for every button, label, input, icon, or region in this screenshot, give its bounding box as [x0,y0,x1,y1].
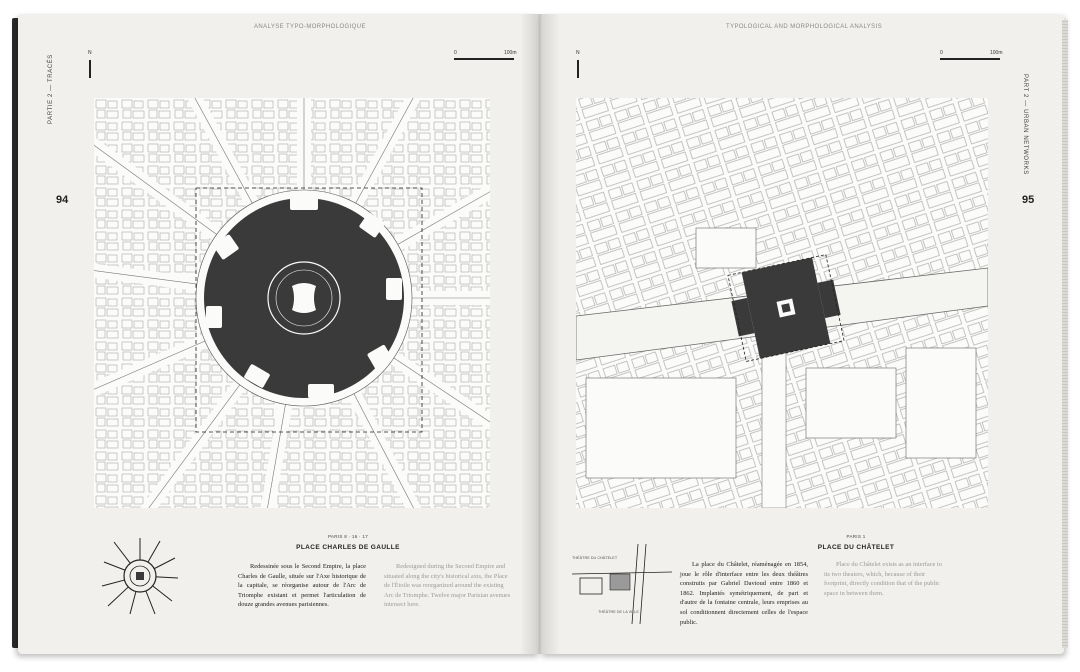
chatelet-mini-diagram [572,544,672,624]
map-place-du-chatelet [576,98,988,508]
right-vertical-label: PART 2 — URBAN NETWORKS [1022,74,1028,175]
right-north-label: N [576,50,580,56]
left-caption-ref: PARIS 8 · 16 · 17 [327,534,369,539]
mini-label-theatre-chatelet: THÉÂTRE DU CHÂTELET [572,556,618,560]
left-text-french: Redessinée sous le Second Empire, la place Charles de Gaulle, située sur l'Axe historique de la capitale, se réorganise autour de l'Arc de Triomphe existant et permet l'articulation de douze grandes avenues parisiennes. [238,563,366,609]
map-place-charles-de-gaulle [94,98,490,508]
book-page-edges [1062,20,1068,648]
right-caption-ref: PARIS 1 [846,534,866,539]
etoile-mini-diagram [100,536,180,616]
left-north-label: N [88,50,92,56]
book-spread [12,8,1070,660]
left-page-number: 94 [56,194,69,206]
right-page-number: 95 [1022,194,1035,206]
arc-de-triomphe [292,283,316,313]
right-scale-start: 0 [940,50,943,56]
right-north-arrow [576,50,586,80]
left-vertical-label: PARTIE 2 — TRACÉS [48,54,54,124]
left-scale-start: 0 [454,50,457,56]
left-caption-title: PLACE CHARLES DE GAULLE [296,544,400,551]
left-page [18,14,540,654]
left-north-arrow [88,50,98,80]
left-scale-bar [454,50,517,64]
right-scale-end: 100m [990,50,1003,56]
left-text-english: Redesigned during the Second Empire and situated along the city's historical axis, the Place de l'Étoile was reorganized around the existing Arc de Triomphe. Twelve major Parisian avenues intersect here. [384,563,511,609]
left-running-head: ANALYSE TYPO-MORPHOLOGIQUE [254,24,366,30]
right-running-head: TYPOLOGICAL AND MORPHOLOGICAL ANALYSIS [726,24,883,30]
right-text-french: La place du Châtelet, réaménagée en 1854, joue le rôle d'interface entre les deux théâtres construits par Gabriel Davioud entre 1860 et 1862. Implantés symétriquement, de part et d'autre de la fontaine centrale, leurs emprises au sol conditionnent directement celles de l'espace public. [680,561,808,626]
right-scale-bar [940,50,1003,64]
right-text-english: Place du Châtelet exists as an interface to its two theaters, which, because of their footprint, directly condition that of the public space in between them. [824,561,942,597]
left-scale-end: 100m [504,50,517,56]
right-page [540,14,1064,654]
mini-label-theatre-ville: THÉÂTRE DE LA VILLE [598,610,639,614]
right-caption-title: PLACE DU CHÂTELET [817,544,895,551]
